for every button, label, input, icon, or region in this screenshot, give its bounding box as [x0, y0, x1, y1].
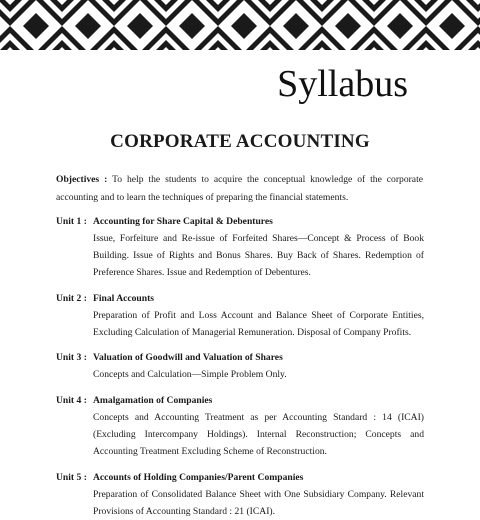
- page-title: Syllabus: [277, 63, 408, 105]
- unit-4: [56, 392, 424, 461]
- unit-body: Concepts and Calculation—Simple Problem Only.: [93, 369, 287, 380]
- unit-title: Amalgamation of Companies: [93, 395, 213, 406]
- decorative-banner: [0, 0, 480, 50]
- objectives-label: Objectives :: [56, 174, 108, 185]
- unit-label: Unit 3 :: [56, 352, 87, 363]
- unit-label: Unit 5 :: [56, 472, 87, 483]
- unit-5: [56, 469, 424, 520]
- unit-body: Issue, Forfeiture and Re-issue of Forfeited Shares—Concept & Process of Book Building. Issue of Rights and Bonus Shares. Buy Back of Shares. Redemption of Preference Shares. Issue and Redemption of Debentures.: [93, 233, 424, 279]
- unit-3: [56, 349, 424, 383]
- unit-label: Unit 2 :: [56, 293, 87, 304]
- unit-body: Concepts and Accounting Treatment as per Accounting Standard : 14 (ICAI) (Excluding Intercompany Holdings). Internal Reconstruction; Concepts and Accounting Treatment Excluding Scheme of Reconstruction.: [93, 412, 424, 458]
- unit-1: [56, 213, 424, 282]
- unit-label: Unit 1 :: [56, 216, 87, 227]
- unit-title: Final Accounts: [93, 293, 155, 304]
- unit-body: Preparation of Consolidated Balance Sheet with One Subsidiary Company. Relevant Provisions of Accounting Standard : 21 (ICAI).: [93, 489, 424, 518]
- unit-title: Accounting for Share Capital & Debentures: [93, 216, 273, 227]
- subject-heading: CORPORATE ACCOUNTING: [110, 131, 370, 152]
- objectives-paragraph: [56, 171, 423, 206]
- unit-label: Unit 4 :: [56, 395, 87, 406]
- unit-2: [56, 290, 424, 341]
- unit-title: Valuation of Goodwill and Valuation of Shares: [93, 352, 283, 363]
- objectives-text: To help the students to acquire the conceptual knowledge of the corporate accounting and to learn the techniques of preparing the financial statements.: [56, 174, 423, 203]
- unit-body: Preparation of Profit and Loss Account and Balance Sheet of Corporate Entities, Excluding Calculation of Managerial Remuneration. Disposal of Company Profits.: [93, 310, 424, 339]
- unit-title: Accounts of Holding Companies/Parent Companies: [93, 472, 304, 483]
